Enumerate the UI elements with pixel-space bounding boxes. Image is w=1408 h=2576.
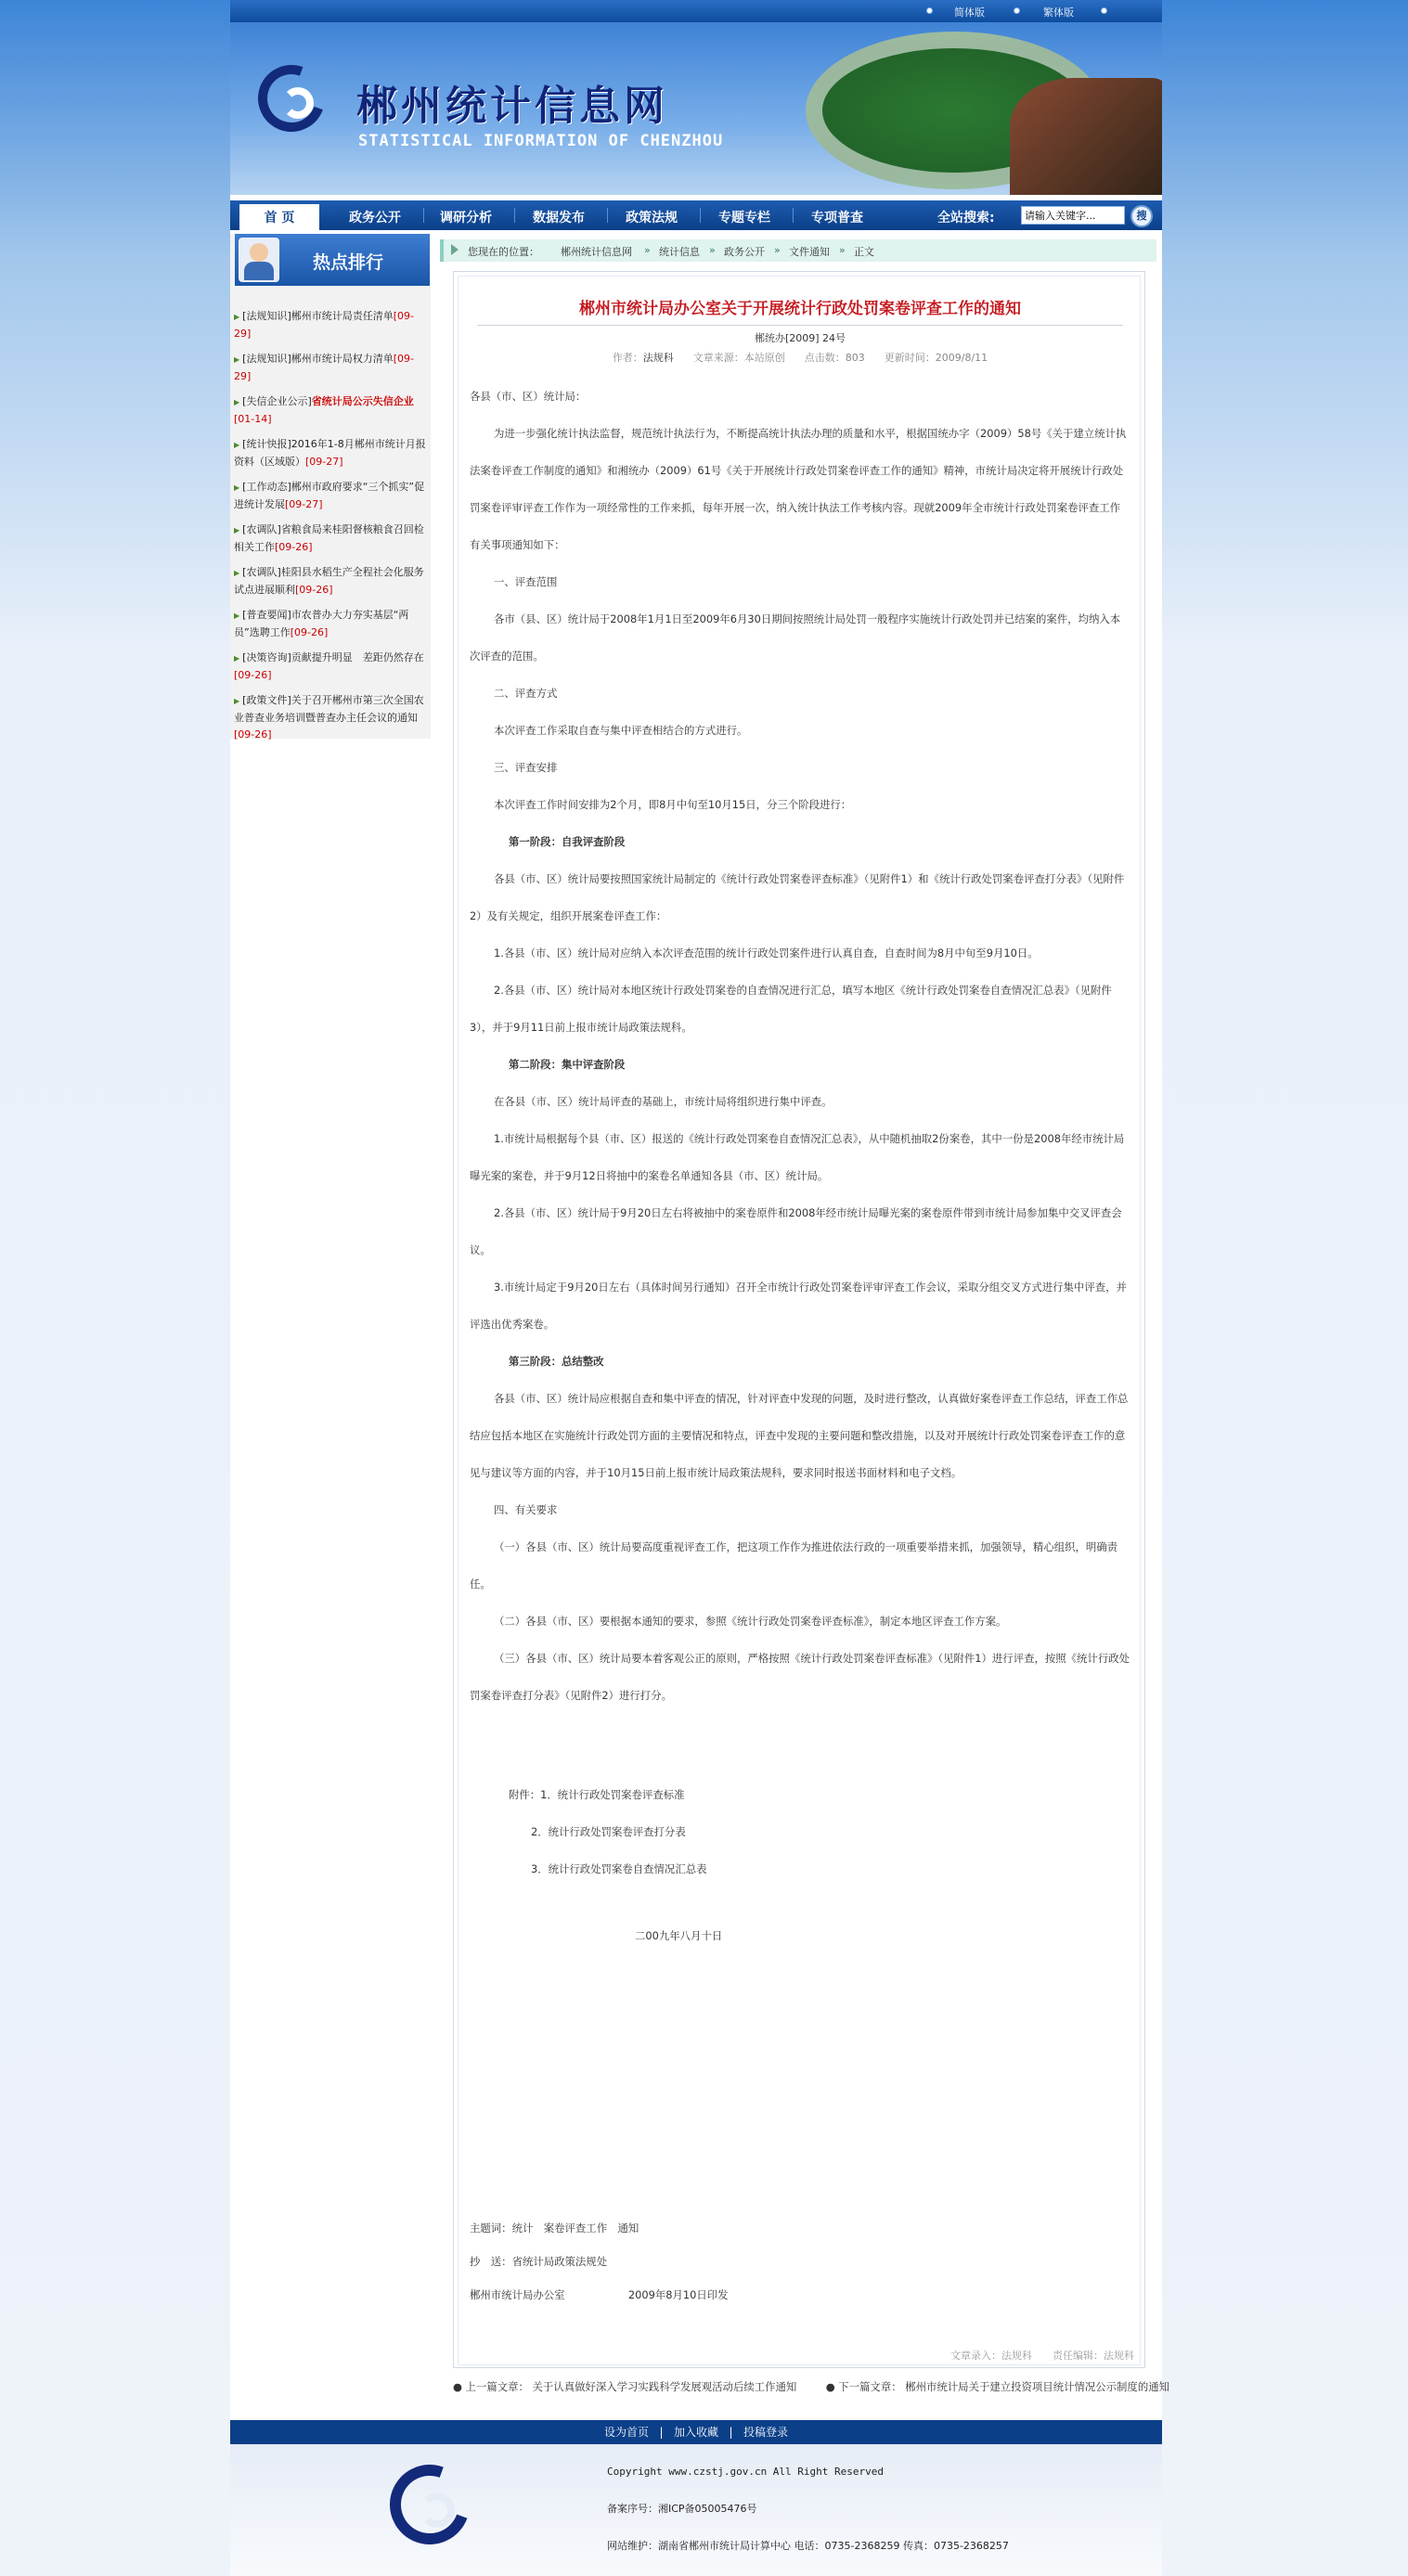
footer-info (607, 2454, 1009, 2565)
main-nav (230, 200, 1162, 230)
keywords: 主题词：统计 案卷评查工作 通知 (470, 2222, 639, 2235)
breadcrumb-item-info[interactable]: 统计信息 (659, 246, 700, 258)
nav-item-census[interactable]: 专项普查 (811, 211, 863, 225)
article-paragraph: 一、评查范围 (494, 575, 558, 588)
article-box (453, 271, 1145, 2368)
article-title: 郴州市统计局办公室关于开展统计行政处罚案卷评查工作的通知 (579, 300, 1021, 318)
arrow-icon: ▶ (234, 441, 240, 449)
set-homepage-link[interactable]: 设为首页 (604, 2426, 650, 2439)
copyright: Copyright www.czstj.gov.cn All Right Reserved (607, 2466, 885, 2478)
article-body (470, 378, 1130, 1714)
add-favorite-link[interactable]: 加入收藏 (673, 2426, 718, 2439)
nav-divider (423, 208, 424, 223)
article-meta: 作者：法规科 文章来源：本站原创 点击数：803 更新时间：2009/8/11 (612, 352, 988, 364)
footer-logo-inner-icon (420, 2492, 455, 2528)
article-paragraph: 3.市统计局定于9月20日左右（具体时间另行通知）召开全市统计行政处罚案卷评审评查工作会议，采取分组交叉方式进行集中评查，并评选出优秀案卷。 (470, 1281, 1127, 1331)
list-item[interactable]: ▶ [失信企业公示]省统计局公示失信企业[01-14] (234, 395, 414, 425)
sign-date: 二00九年八月十日 (635, 1929, 723, 1942)
site-subtitle: STATISTICAL INFORMATION OF CHENZHOU (358, 132, 724, 150)
article-paragraph: 本次评查工作时间安排为2个月，即8月中旬至10月15日，分三个阶段进行： (494, 798, 852, 811)
article-paragraph: 2.各县（市、区）统计局于9月20日左右将被抽中的案卷原件和2008年经市统计局曝光案的案卷原件带到市统计局参加集中交叉评查会议。 (470, 1206, 1122, 1256)
carbon-copy: 抄 送：省统计局政策法规处 (470, 2255, 608, 2268)
contact-info: 网站维护：湖南省郴州市统计局计算中心 电话：0735-2368259 传真：0735-2368257 (607, 2540, 1009, 2552)
bullet-icon (926, 7, 933, 14)
arrow-icon: ▶ (234, 313, 240, 321)
article-paragraph: 在各县（市、区）统计局评查的基础上，市统计局将组织进行集中评查。 (494, 1095, 833, 1108)
document-footer (470, 2211, 1130, 2312)
article-paragraph: 为进一步强化统计执法监督，规范统计执法行为，不断提高统计执法办理的质量和水平，根据国统办字（2009）58号《关于建立统计执法案卷评查工作制度的通知》和湘统办（2009）61号《关于开展统计行政处罚案卷评查工作的通知》精神，市统计局决定将开展统计行政处罚案卷评审评查工作作为一项经常性的工作来抓，每年开展一次，纳入统计执法工作考核内容。现就2009年全市统计行政处罚案卷评查工作有关事项通知如下： (470, 427, 1127, 551)
breadcrumb-item-current: 正文 (854, 246, 874, 258)
list-item[interactable]: ▶ [农调队]省粮食局来桂阳督核粮食召回检相关工作[09-26] (234, 523, 424, 553)
search-input[interactable] (1021, 206, 1125, 225)
attachment-item[interactable]: 3．统计行政处罚案卷自查情况汇总表 (531, 1862, 707, 1875)
attachment-item[interactable]: 附件：1．统计行政处罚案卷评查标准 (509, 1788, 685, 1801)
nav-item-research[interactable]: 调研分析 (440, 211, 492, 225)
article-paragraph: （三）各县（市、区）统计局要本着客观公正的原则，严格按照《统计行政处罚案卷评查标准》（见附件1）进行评查，按照《统计行政处罚案卷评查打分表》（见附件2）进行打分。 (470, 1652, 1130, 1702)
article-paragraph: 四、有关要求 (494, 1503, 558, 1516)
search-label: 全站搜索: (937, 211, 995, 225)
chevron-right-icon: » (839, 244, 846, 256)
reader-icon (239, 238, 279, 282)
article-paragraph: 各市（县、区）统计局于2008年1月1日至2009年6月30日期间按照统计局处罚一般程序实施统计行政处罚并已结案的案件，均纳入本次评查的范围。 (470, 612, 1121, 663)
list-item[interactable]: ▶ [统计快报]2016年1-8月郴州市统计月报资料（区域版）[09-27] (234, 438, 426, 468)
article-paragraph: （二）各县（市、区）要根据本通知的要求，参照《统计行政处罚案卷评查标准》，制定本地区评查工作方案。 (494, 1615, 1007, 1628)
simplified-chinese-link[interactable]: 简体版 (954, 6, 985, 19)
editor-info: 文章录入：法规科 责任编辑：法规科 (950, 2350, 1134, 2362)
arrow-icon: ▶ (234, 612, 240, 620)
article-paragraph: 各县（市、区）统计局： (470, 390, 587, 403)
sidebar (230, 234, 431, 739)
breadcrumb-item-gov[interactable]: 政务公开 (724, 246, 765, 258)
chevron-right-icon: » (774, 244, 781, 256)
article-paragraph: 二、评查方式 (494, 687, 558, 700)
chevron-right-icon: » (709, 244, 716, 256)
breadcrumb-label: 您现在的位置： (468, 246, 539, 258)
site-title: 郴州统计信息网 (356, 83, 668, 130)
arrow-icon: ▶ (234, 526, 240, 535)
breadcrumb-item-home[interactable]: 郴州统计信息网 (561, 246, 632, 258)
article-inner (458, 276, 1141, 2365)
arrow-icon: ▶ (234, 483, 240, 492)
article-paragraph: 第二阶段：集中评查阶段 (509, 1058, 626, 1071)
nav-divider (700, 208, 701, 223)
nav-divider (793, 208, 794, 223)
title-divider (477, 325, 1123, 326)
scenery-graphic (1010, 78, 1162, 195)
article-paragraph: 1.各县（市、区）统计局对应纳入本次评查范围的统计行政处罚案件进行认真自查，自查时间为8月中旬至9月10日。 (494, 947, 1039, 960)
arrow-icon: ▶ (234, 398, 240, 406)
list-item[interactable]: ▶ [决策咨询]贡献提升明显 差距仍然存在[09-26] (234, 651, 424, 681)
hot-ranking-header (235, 234, 430, 286)
icp-number: 备案序号：湘ICP备05005476号 (607, 2503, 757, 2515)
next-article-link[interactable]: ● 下一篇文章： 郴州市统计局关于建立投资项目统计情况公示制度的通知 (825, 2380, 1169, 2393)
article-paragraph: 各县（市、区）统计局应根据自查和集中评查的情况，针对评查中发现的问题，及时进行整改，认真做好案卷评查工作总结，评查工作总结应包括本地区在实施统计行政处罚方面的主要情况和特点，评查中发现的主要问题和整改措施，以及对开展统计行政处罚案卷评查工作的意见与建议等方面的内容，并于10月15日前上报市统计局政策法规科，要求同时报送书面材料和电子文档。 (470, 1392, 1129, 1479)
page-container (230, 0, 1169, 2576)
source: 本站原创 (743, 352, 785, 364)
list-item[interactable]: ▶ [法规知识]郴州市统计局权力清单[09-29] (234, 353, 415, 382)
article-paragraph: 各县（市、区）统计局要按照国家统计局制定的《统计行政处罚案卷评查标准》（见附件1）和《统计行政处罚案卷评查打分表》（见附件2）及有关规定，组织开展案卷评查工作： (470, 872, 1125, 922)
article-paragraph: 本次评查工作采取自查与集中评查相结合的方式进行。 (494, 724, 748, 737)
breadcrumb-arrow-icon (451, 244, 459, 255)
list-item[interactable]: ▶ [法规知识]郴州市统计局责任清单[09-29] (234, 310, 415, 340)
top-bar (230, 0, 1162, 22)
nav-divider (514, 208, 515, 223)
breadcrumb (440, 239, 1156, 262)
logo-inner-icon (282, 87, 314, 119)
article-paragraph: 三、评查安排 (494, 761, 558, 774)
search-button[interactable]: 搜 (1130, 205, 1153, 227)
article-paragraph: 2.各县（市、区）统计局对本地区统计行政处罚案卷的自查情况进行汇总，填写本地区《统计行政处罚案卷自查情况汇总表》（见附件3），并于9月11日前上报市统计局政策法规科。 (470, 984, 1112, 1034)
bullet-icon (1014, 7, 1020, 14)
traditional-chinese-link[interactable]: 繁体版 (1043, 6, 1074, 19)
attachment-item[interactable]: 2．统计行政处罚案卷评查打分表 (531, 1825, 686, 1838)
arrow-icon: ▶ (234, 654, 240, 663)
list-item[interactable]: ▶ [农调队]桂阳县水稻生产全程社会化服务试点进展顺利[09-26] (234, 566, 424, 596)
article-paragraph: 第一阶段：自我评查阶段 (509, 835, 626, 848)
article-paragraph: （一）各县（市、区）统计局要高度重视评查工作，把这项工作作为推进依法行政的一项重要举措来抓，加强领导，精心组织，明确责任。 (470, 1540, 1118, 1591)
article-paragraph: 1.市统计局根据每个县（市、区）报送的《统计行政处罚案卷自查情况汇总表》，从中随机抽取2份案卷，其中一份是2008年经市统计局曝光案的案卷，并于9月12日将抽中的案卷名单通知各县（市、区）统计局。 (470, 1132, 1125, 1182)
arrow-icon: ▶ (234, 697, 240, 705)
header-banner (230, 22, 1162, 195)
hot-list (234, 308, 427, 752)
attachments (470, 1776, 1130, 1887)
chevron-right-icon: » (644, 244, 651, 256)
nav-item-policy[interactable]: 政策法规 (626, 211, 678, 225)
breadcrumb-item-notice[interactable]: 文件通知 (789, 246, 830, 258)
arrow-icon: ▶ (234, 569, 240, 577)
nav-home[interactable]: 首 页 (239, 204, 319, 230)
list-item[interactable]: ▶ [工作动态]郴州市政府要求“三个抓实”促进统计发展[09-27] (234, 481, 425, 510)
nav-item-data[interactable]: 数据发布 (533, 211, 585, 225)
bullet-icon (1101, 7, 1107, 14)
issuer: 郴州市统计局办公室 2009年8月10日印发 (470, 2288, 729, 2301)
arrow-icon: ▶ (234, 355, 240, 364)
footer (230, 2444, 1162, 2576)
list-item[interactable]: ▶ [政策文件]关于召开郴州市第三次全国农业普查业务培训暨普查办主任会议的通知[09-26] (234, 694, 424, 741)
submit-login-link[interactable]: 投稿登录 (743, 2426, 788, 2439)
hot-ranking-title: 热点排行 (313, 252, 384, 273)
article-paragraph: 第三阶段：总结整改 (509, 1355, 604, 1368)
document-number: 郴统办[2009] 24号 (754, 332, 846, 344)
hit-count: 803 (845, 352, 865, 364)
prev-article-link[interactable]: ● 上一篇文章： 关于认真做好深入学习实践科学发展观活动后续工作通知 (453, 2380, 797, 2393)
nav-divider (607, 208, 608, 223)
footer-links: 设为首页 | 加入收藏 | 投稿登录 (230, 2420, 1162, 2444)
author: 法规科 (642, 352, 674, 364)
update-time: 2009/8/11 (935, 352, 988, 364)
list-item[interactable]: ▶ [普查要闻]市农普办大力夯实基层“两员”选聘工作[09-26] (234, 609, 409, 638)
nav-item-government[interactable]: 政务公开 (349, 211, 401, 225)
nav-item-topics[interactable]: 专题专栏 (718, 211, 770, 225)
